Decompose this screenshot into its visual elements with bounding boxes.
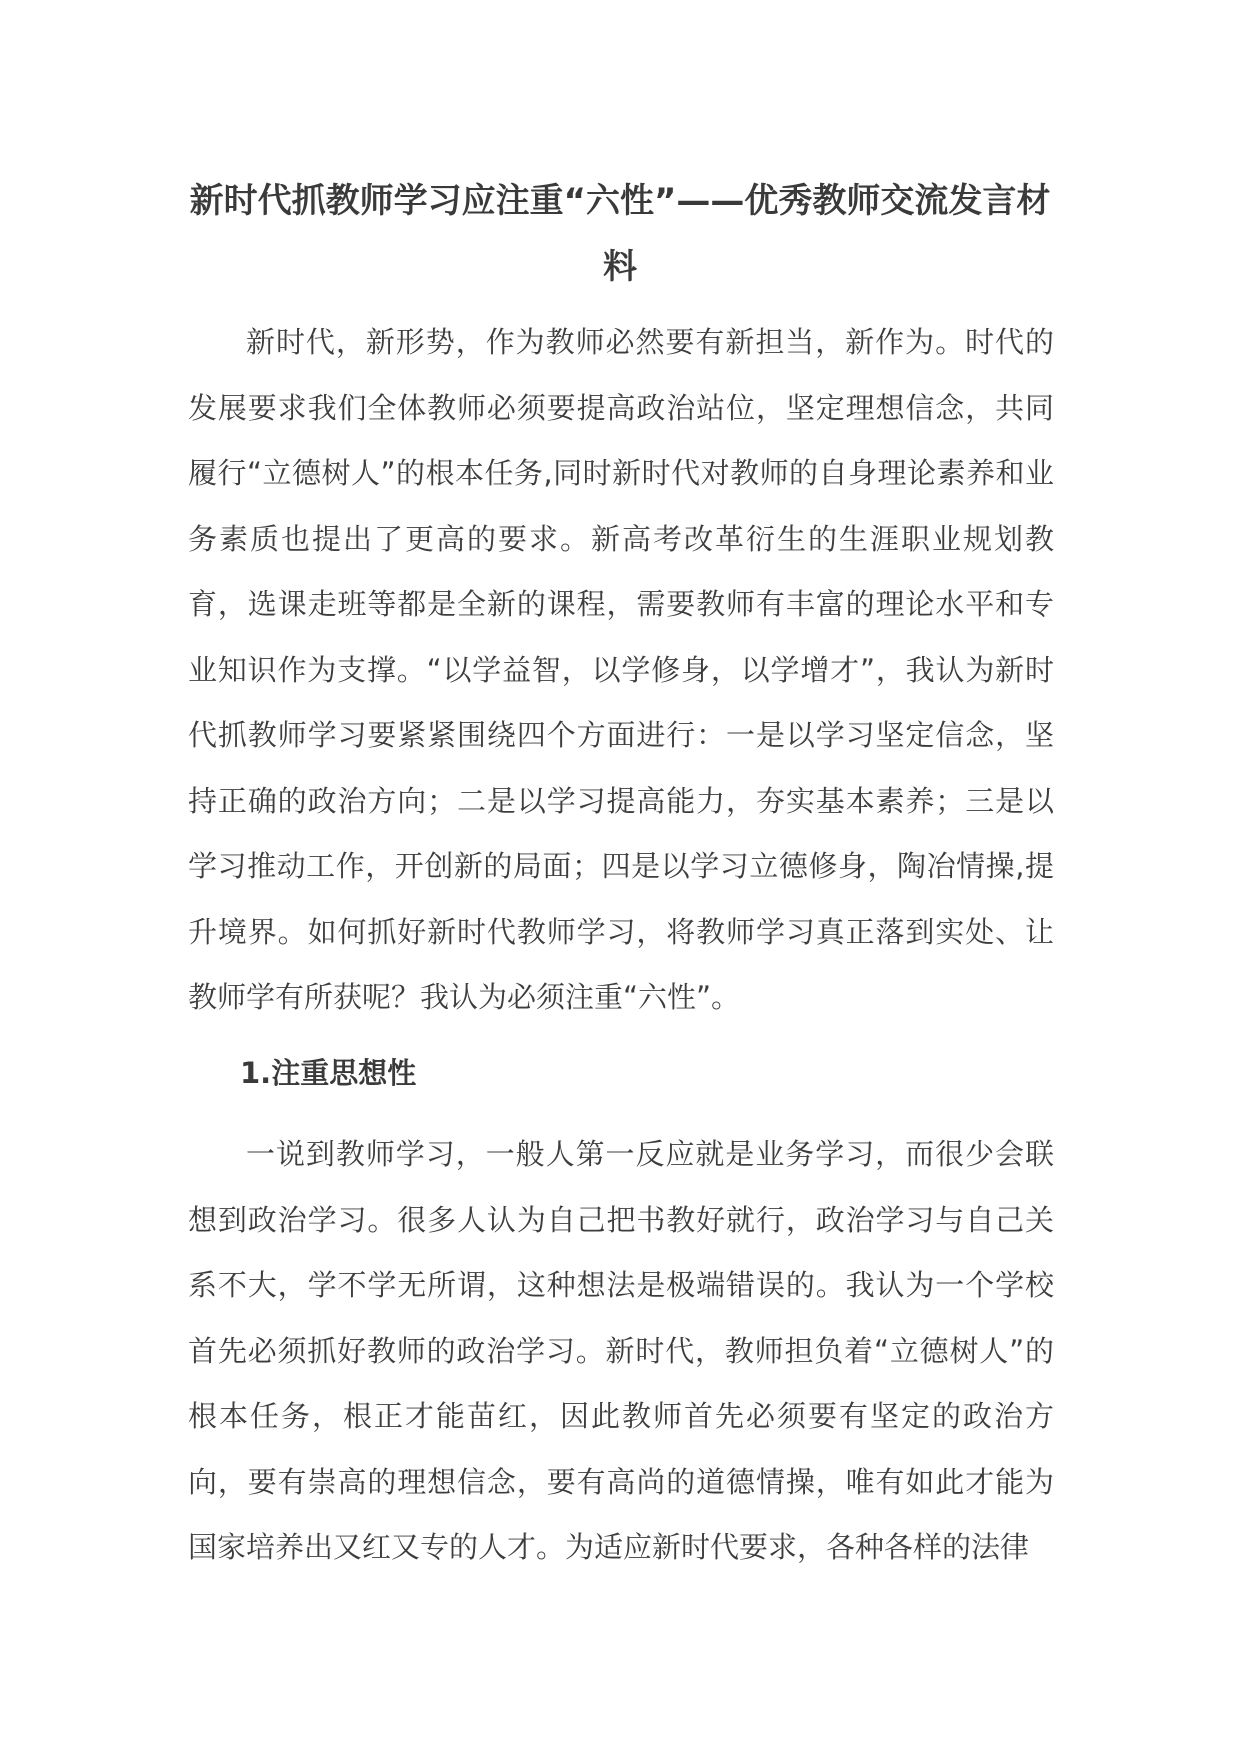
document-title: 新时代抓教师学习应注重“六性”——优秀教师交流发言材料 [189,181,1051,287]
paragraph-section-1: 一说到教师学习，一般人第一反应就是业务学习，而很少会联想到政治学习。很多人认为自己把书教好就行，政治学习与自己关系不大，学不学无所谓，这种想法是极端错误的。我认为一个学校首先必须抓好教师的政治学习。新时代，教师担负着“立德树人”的根本任务，根正才能苗红，因此教师首先必须要有坚定的政治方向，要有崇高的理想信念，要有高尚的道德情操，唯有如此才能为国家培养出又红又专的人才。为适应新时代要求，各种各样的法律 [188,1137,1054,1564]
paragraph-intro: 新时代，新形势，作为教师必然要有新担当，新作为。时代的发展要求我们全体教师必须要提高政治站位，坚定理想信念，共同履行“立德树人”的根本任务,同时新时代对教师的自身理论素养和业务素质也提出了更高的要求。新高考改革衍生的生涯职业规划教育，选课走班等都是全新的课程，需要教师有丰富的理论水平和专业知识作为支撑。“以学益智，以学修身，以学增才”，我认为新时代抓教师学习要紧紧围绕四个方面进行：一是以学习坚定信念，坚持正确的政治方向；二是以学习提高能力，夯实基本素养；三是以学习推动工作，开创新的局面；四是以学习立德修身，陶冶情操,提升境界。如何抓好新时代教师学习，将教师学习真正落到实处、让教师学有所获呢？我认为必须注重“六性”。 [188,325,1054,1014]
section-heading: 1.注重思想性 [240,1056,417,1090]
